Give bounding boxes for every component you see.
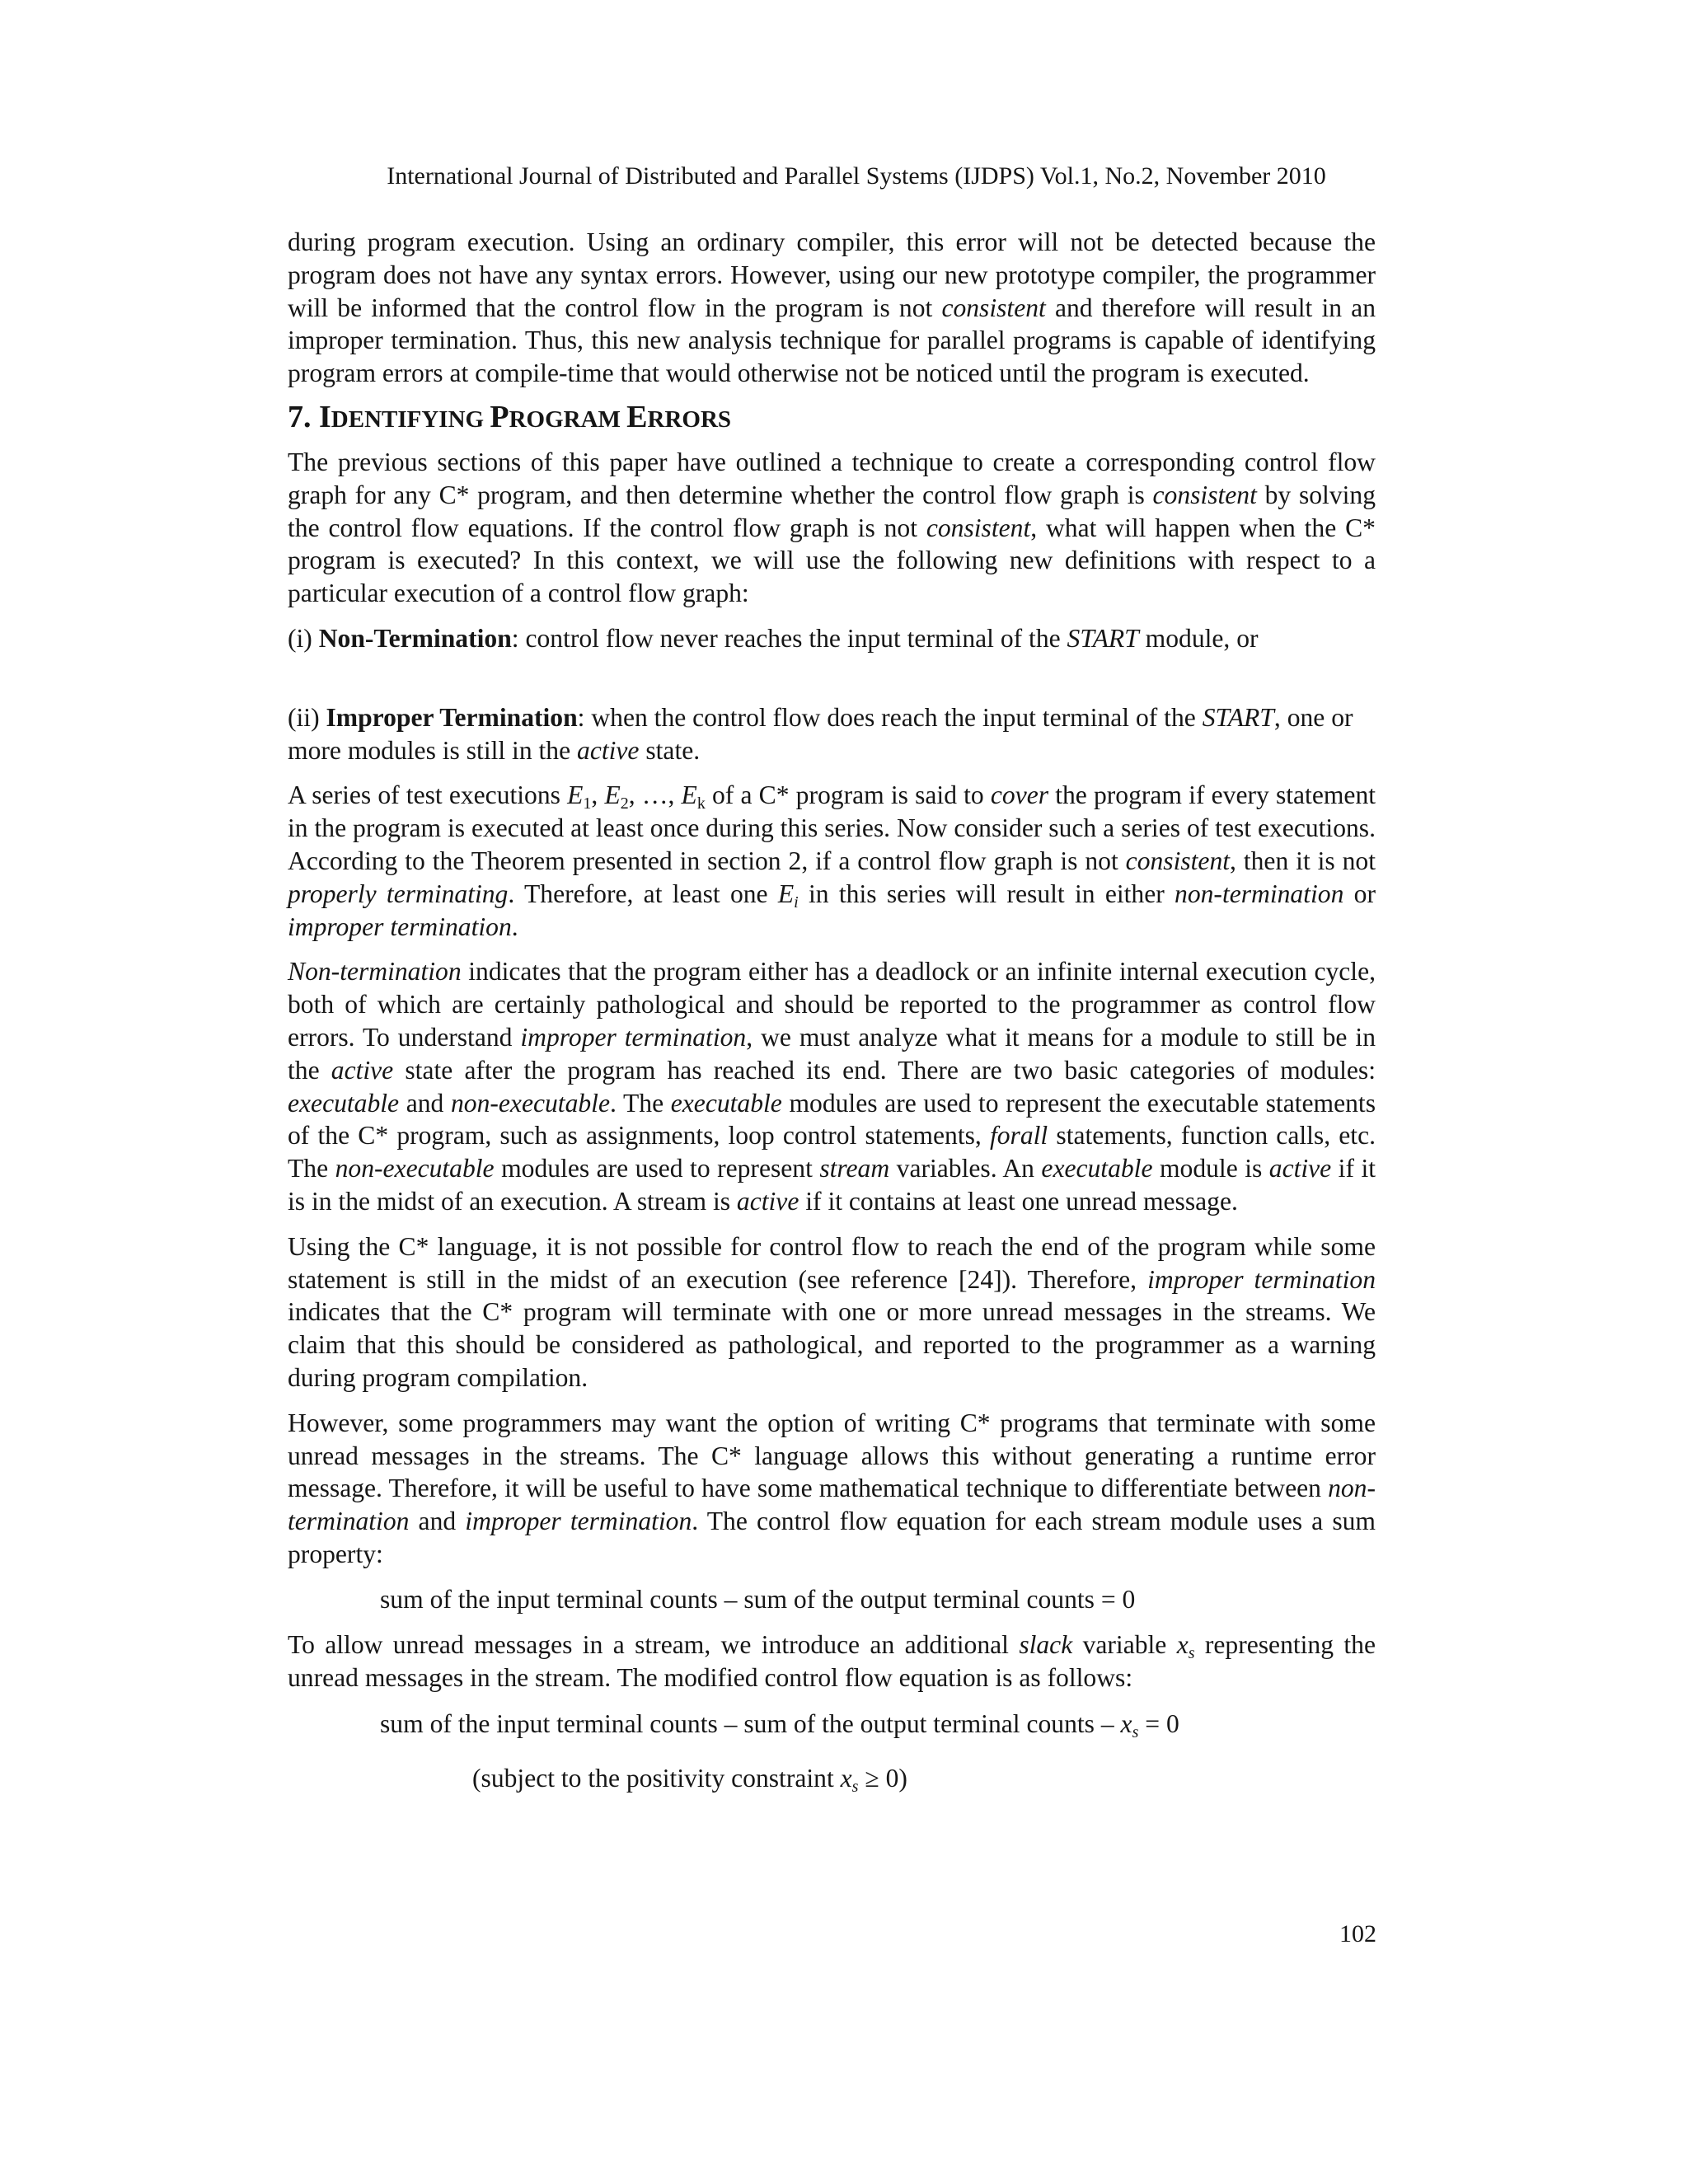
page-body	[288, 226, 1376, 1795]
paragraph-non-termination: Non-termination indicates that the program either has a deadlock or an infinite internal execution cycle, both of which are certainly pathological and should be reported to the programmer as control flow errors. To understand improper termination, we must analyze what it means for a module to still be in the active state after the program has reached its end. There are two basic categories of modules: executable and non-executable. The executable modules are used to represent the executable statements of the C* program, such as assignments, loop control statements, forall statements, function calls, etc. The non-executable modules are used to represent stream variables. An executable module is active if it is in the midst of an execution. A stream is active if it contains at least one unread message.	[288, 957, 1376, 1216]
equation-modified-flow: sum of the input terminal counts – sum of the output terminal counts – $x_s = 0$	[380, 1709, 1179, 1742]
paragraph-slack-variable: To allow unread messages in a stream, we introduce an additional slack variable $x_s$ representing the unread messages in the stream. The modified control flow equation is as follows:	[288, 1630, 1376, 1693]
journal-header: International Journal of Distributed and Parallel Systems (IJDPS) Vol.1, No.2, November 2010	[387, 162, 1326, 190]
paragraph-improper-termination: Using the C* language, it is not possible for control flow to reach the end of the program while some statement is still in the midst of an execution (see reference [24]). Therefore, improper termination indicates that the C* program will terminate with one or more unread messages in the streams. We claim that this should be considered as pathological, and reported to the programmer as a warning during program compilation.	[288, 1231, 1376, 1392]
paragraph-overview: The previous sections of this paper have outlined a technique to create a corresponding control flow graph for any C* program, and then determine whether the control flow graph is consistent by solving the control flow equations. If the control flow graph is not consistent, what will happen when the C* program is executed? In this context, we will use the following new definitions with respect to a particular execution of a control flow graph:	[288, 447, 1376, 608]
definition-non-termination: (i) Non-Termination: control flow never reaches the input terminal of the START module, or	[288, 623, 1259, 653]
paragraph-unread-messages: However, some programmers may want the option of writing C* programs that terminate with some unread messages in the streams. The C* language allows this without generating a runtime error message. Therefore, it will be useful to have some mathematical technique to differentiate between non-termination and improper termination. The control flow equation for each stream module uses a sum property:	[288, 1408, 1376, 1568]
section-heading: 7. IDENTIFYING PROGRAM ERRORS	[288, 399, 732, 434]
definition-improper-termination: (ii) Improper Termination: when the control flow does reach the input terminal of the START, one or more modules is still in the active state.	[288, 702, 1353, 765]
equation-sum-property: sum of the input terminal counts – sum of the output terminal counts = 0	[380, 1584, 1136, 1614]
equation-positivity-constraint: (subject to the positivity constraint $x_s \ge 0$)	[472, 1763, 907, 1796]
intro-paragraph: during program execution. Using an ordinary compiler, this error will not be detected because the program does not have any syntax errors. However, using our new prototype compiler, the programmer will be informed that the control flow in the program is not consistent and therefore will result in an improper termination. Thus, this new analysis technique for parallel programs is capable of identifying program errors at compile-time that would otherwise not be noticed until the program is executed.	[288, 227, 1376, 388]
page-number: 102	[1339, 1920, 1376, 1947]
paragraph-test-executions: A series of test executions $E_1$, $E_2$, …, $E_k$ of a C* program is said to cover the program if every statement in the program is executed at least once during this series. Now consider such a series of test executions. According to the Theorem presented in section 2, if a control flow graph is not consistent, then it is not properly terminating. Therefore, at least one $E_i$ in this series will result in either non-termination or improper termination.	[288, 780, 1376, 941]
